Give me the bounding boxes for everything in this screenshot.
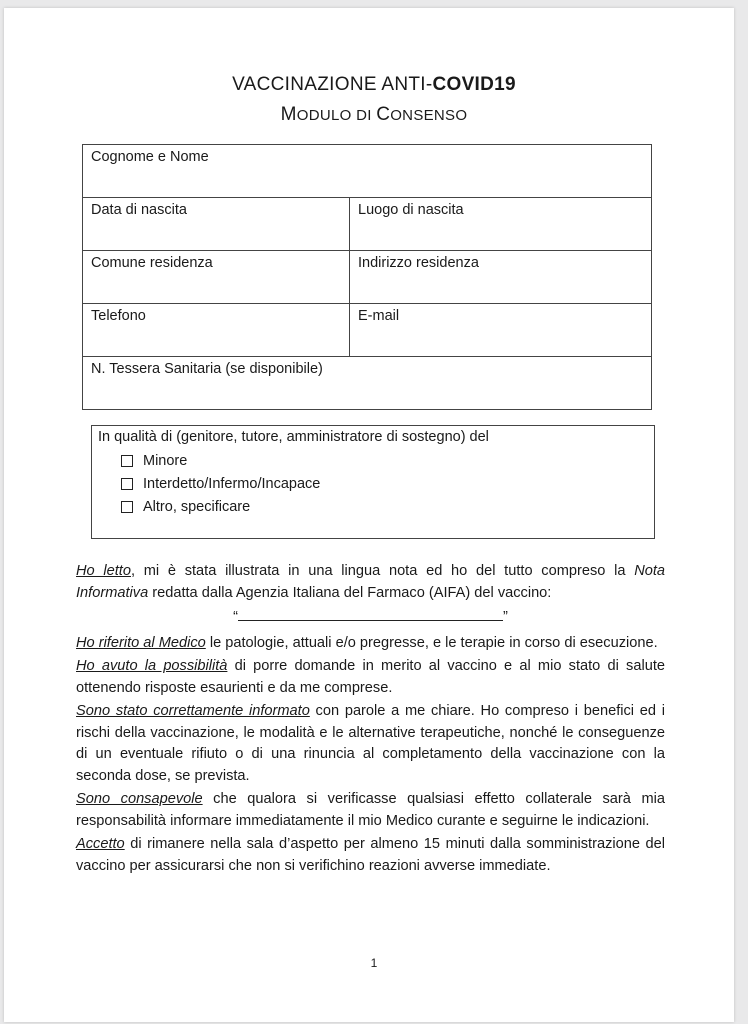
document-subtitle: MODULO DI CONSENSO [280,104,468,125]
health-card-field[interactable] [83,357,652,410]
birth-place-field[interactable] [350,198,652,251]
residence-city-field[interactable] [83,251,350,304]
phone-label: Telefono [91,308,146,324]
option-label: Interdetto/Infermo/Incapace [143,476,321,492]
statement-aware: Sono consapevole che qualora si verificasse qualsiasi effetto collaterale sarà mia responsabilità informare immediatamente il mio Medico curante e seguirne le indicazioni. [76,791,665,829]
statement-accept: Accetto di rimanere nella sala d’aspetto per almeno 15 minuti dalla somministrazione del vaccino per assicurarsi che non si verifichino reazioni avverse immediate. [76,836,665,874]
checkbox-icon[interactable] [121,455,133,467]
statement-read: Ho letto, mi è stata illustrata in una lingua nota ed ho del tutto compreso la Nota Informativa redatta dalla Agenzia Italiana del Farmaco (AIFA) del vaccino: [76,563,666,601]
residence-address-field[interactable] [350,251,652,304]
consent-statements [76,561,665,879]
health-card-label: N. Tessera Sanitaria (se disponibile) [91,361,323,377]
birth-date-field[interactable] [83,198,350,251]
option-label: Minore [143,453,188,469]
checkbox-icon[interactable] [121,501,133,513]
statement-informed: Sono stato correttamente informato con parole a me chiare. Ho compreso i benefici ed i rischi della vaccinazione, le modalità e le alternative terapeutiche, nonché le conseguenze di un eventuale rifiuto o di una rinuncia al completamento della vaccinazione con la seconda dose, se prevista. [76,703,665,784]
phone-field[interactable] [83,304,350,357]
residence-address-label: Indirizzo residenza [358,255,479,271]
email-field[interactable] [350,304,652,357]
email-label: E-mail [358,308,400,324]
vaccine-name-line[interactable] [238,606,503,621]
statement-reported: Ho riferito al Medico le patologie, attuali e/o pregresse, e le terapie in corso di esecuzione. [76,634,658,651]
page-number: 1 [370,956,378,970]
birth-date-label: Data di nascita [91,202,187,218]
birth-place-label: Luogo di nascita [358,202,464,218]
option-interdetto[interactable] [121,476,320,492]
personal-data-table [82,144,652,410]
qualification-box [91,425,655,539]
option-minore[interactable] [121,453,187,469]
document-title: VACCINAZIONE ANTI-COVID19 [232,74,516,95]
vaccine-name-field[interactable]: “ ” [76,606,665,629]
option-label: Altro, specificare [143,499,251,515]
qualification-heading: In qualità di (genitore, tutore, amministratore di sostegno) del [98,429,489,445]
statement-questions: Ho avuto la possibilità di porre domande in merito al vaccino e al mio stato di salute ottenendo risposte esaurienti e da me comprese. [76,658,665,696]
full-name-label: Cognome e Nome [91,149,209,165]
full-name-field[interactable] [83,145,652,198]
residence-city-label: Comune residenza [91,255,213,271]
checkbox-icon[interactable] [121,478,133,490]
option-altro[interactable] [121,499,250,515]
